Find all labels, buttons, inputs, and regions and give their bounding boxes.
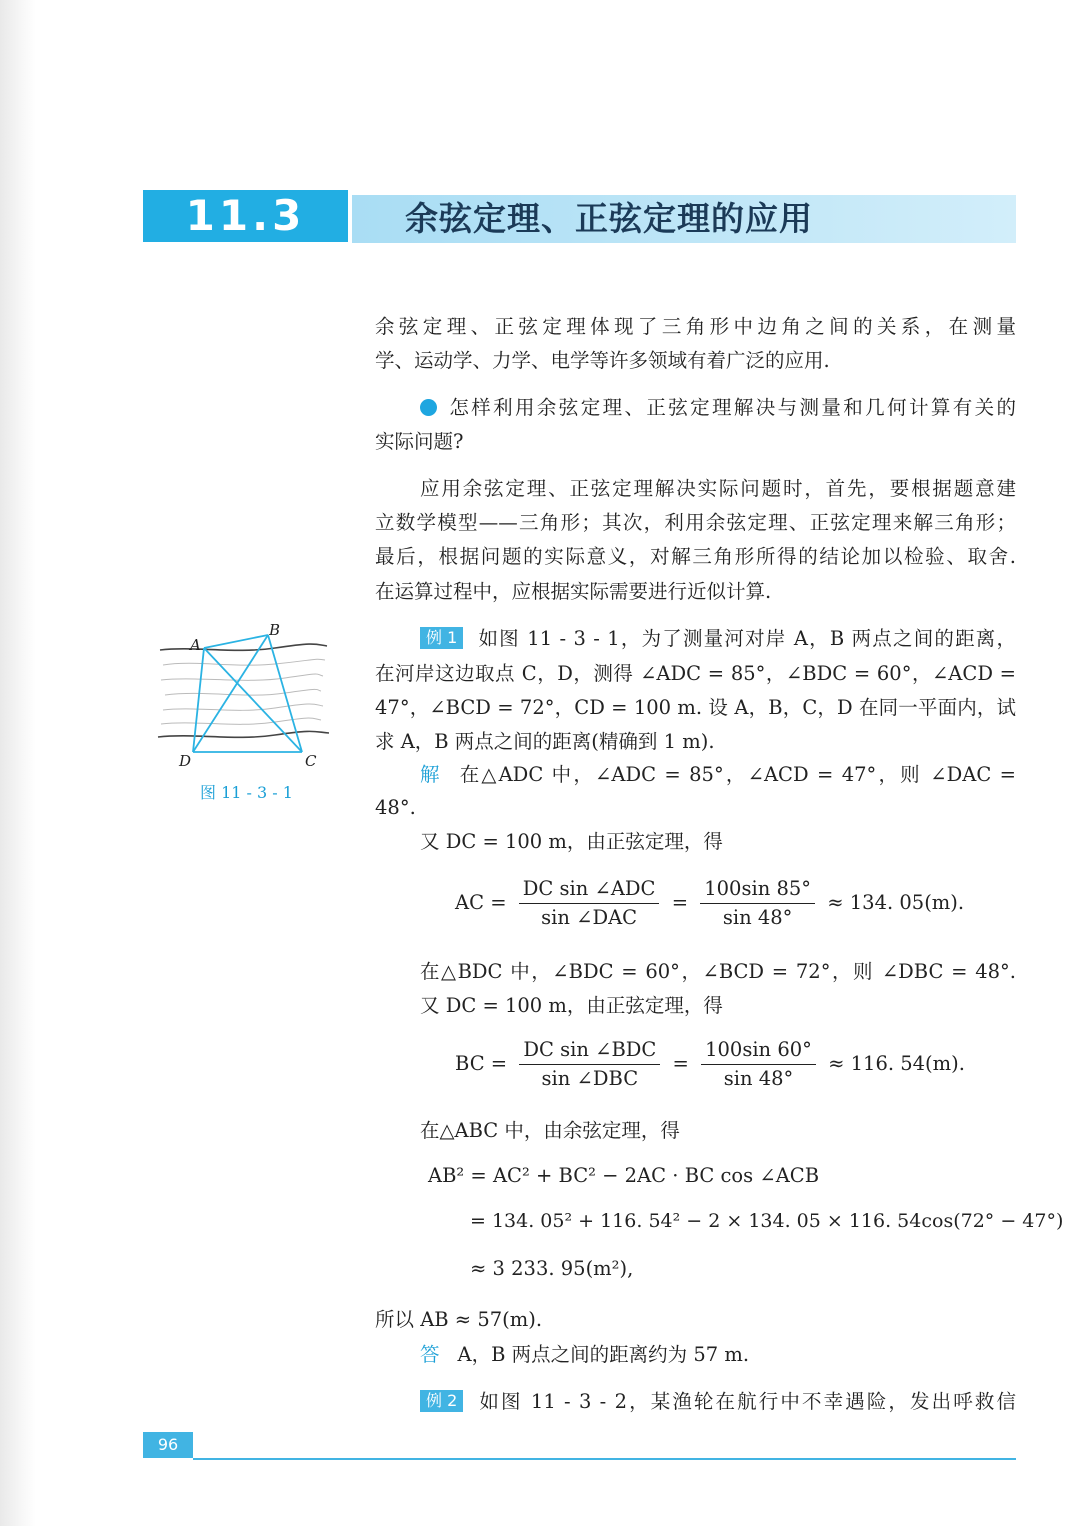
section-title: 余弦定理、正弦定理的应用 bbox=[405, 199, 813, 238]
solution-line-3: 又 DC = 100 m，由正弦定理，得 bbox=[420, 830, 723, 853]
equation-ab-1: AB² = AC² + BC² − 2AC · BC cos ∠ACB bbox=[428, 1164, 820, 1187]
example1-line-2: 在河岸这边取点 C，D，测得 ∠ADC = 85°，∠BDC = 60°，∠ACD = bbox=[375, 662, 1016, 685]
example1-line-1: 例 1 如图 11 - 3 - 1，为了测量河对岸 A，B 两点之间的距离， bbox=[420, 622, 1016, 656]
equation-ab-3: ≈ 3 233. 95(m²), bbox=[470, 1257, 634, 1280]
method-line-4: 在运算过程中，应根据实际需要进行近似计算. bbox=[375, 580, 772, 603]
intro-line-1: 余弦定理、正弦定理体现了三角形中边角之间的关系，在测量 bbox=[375, 315, 1016, 338]
figure-river-quadrilateral bbox=[155, 620, 330, 780]
equation-bc: BC = $\frac{\text{DC sin ∠BDC}}{\text{sin ∠DBC}}$ = $\frac{100\sin 60^\circ}{\sin 48^\circ}$ ≈ 116. 54(m). bbox=[455, 1038, 965, 1090]
intro-line-2: 学、运动学、力学、电学等许多领域有着广泛的应用. bbox=[375, 349, 830, 372]
answer-keyword: 答 bbox=[420, 1343, 440, 1366]
method-line-2: 立数学模型——三角形；其次，利用余弦定理、正弦定理来解三角形； bbox=[375, 511, 1016, 534]
method-line-3: 最后，根据问题的实际意义，对解三角形所得的结论加以检验、取舍. bbox=[375, 545, 1016, 568]
figure-label-a: A bbox=[190, 636, 201, 654]
equation-ab-2: = 134. 05² + 116. 54² − 2 × 134. 05 × 116. 54cos(72° − 47°) bbox=[470, 1210, 1064, 1232]
solution-line-4: 在△BDC 中，∠BDC = 60°，∠BCD = 72°，则 ∠DBC = 48°. bbox=[420, 960, 1016, 983]
solution-keyword: 解 bbox=[420, 763, 442, 786]
guiding-question-line-2: 实际问题? bbox=[375, 430, 464, 453]
page-edge-shadow bbox=[0, 0, 36, 1526]
figure-label-c: C bbox=[305, 752, 317, 770]
example2-tag: 例 2 bbox=[420, 1390, 463, 1412]
example1-tag: 例 1 bbox=[420, 627, 463, 649]
footer-rule bbox=[193, 1458, 1016, 1460]
figure-label-d: D bbox=[179, 752, 192, 770]
solution-line-1: 解 在△ADC 中，∠ADC = 85°，∠ACD = 47°，则 ∠DAC = bbox=[420, 763, 1016, 786]
answer-line: 答 A，B 两点之间的距离约为 57 m. bbox=[420, 1343, 750, 1366]
example2-line-1: 例 2 如图 11 - 3 - 2，某渔轮在航行中不幸遇险，发出呼救信 bbox=[420, 1385, 1016, 1419]
figure-label-b: B bbox=[269, 621, 281, 639]
guiding-question-line-1: 怎样利用余弦定理、正弦定理解决与测量和几何计算有关的 bbox=[420, 391, 1016, 425]
section-number: 11.3 bbox=[143, 190, 348, 242]
bullet-dot-icon bbox=[420, 399, 437, 416]
solution-line-7: 所以 AB ≈ 57(m). bbox=[375, 1308, 543, 1331]
method-line-1: 应用余弦定理、正弦定理解决实际问题时，首先，要根据题意建 bbox=[420, 477, 1016, 500]
page-number: 96 bbox=[143, 1432, 193, 1458]
example1-line-4: 求 A，B 两点之间的距离(精确到 1 m). bbox=[375, 730, 715, 753]
equation-ac: AC = $\frac{\text{DC sin ∠ADC}}{\text{sin ∠DAC}}$ = $\frac{100\sin 85^\circ}{\sin 48^\circ}$ ≈ 134. 05(m). bbox=[455, 877, 965, 929]
example1-line-3: 47°，∠BCD = 72°，CD = 100 m. 设 A，B，C，D 在同一平面内，试 bbox=[375, 696, 1016, 719]
figure-caption: 图 11 - 3 - 1 bbox=[200, 783, 293, 802]
solution-line-5: 又 DC = 100 m，由正弦定理，得 bbox=[420, 994, 723, 1017]
solution-line-2: 48°. bbox=[375, 796, 416, 819]
solution-line-6: 在△ABC 中，由余弦定理，得 bbox=[420, 1119, 680, 1142]
